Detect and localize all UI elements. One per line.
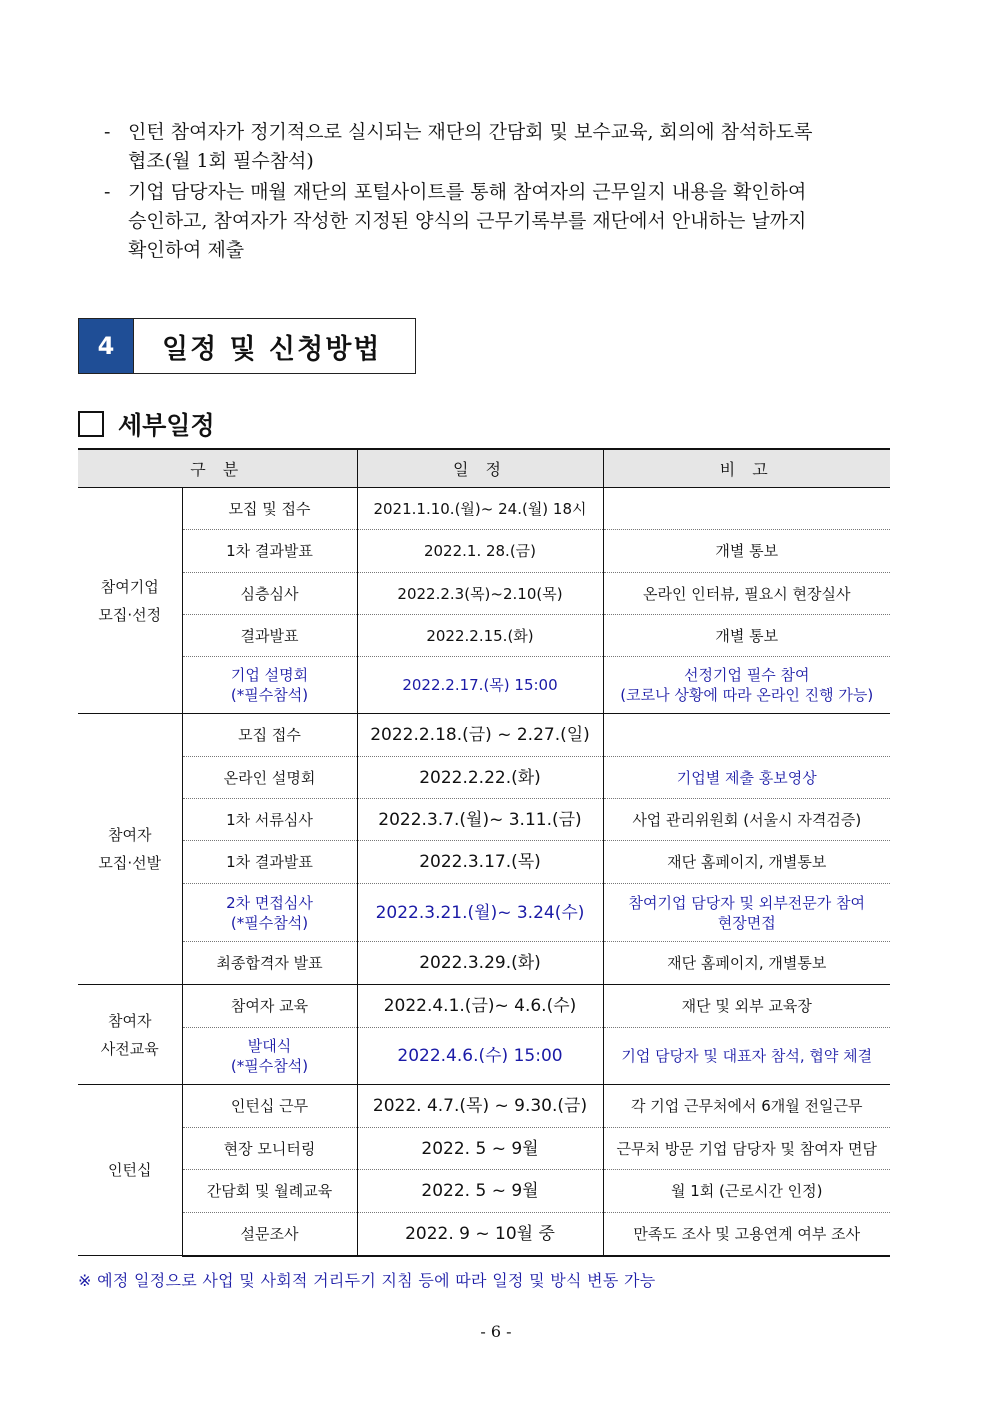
bullet-item (104, 118, 916, 176)
remarks-cell (603, 841, 890, 884)
schedule-table (78, 448, 890, 1257)
remarks-text: 재단 및 외부 교육장 (681, 997, 812, 1015)
table-row (78, 985, 890, 1028)
item-label: 온라인 설명회 (223, 768, 316, 787)
remarks-cell (603, 573, 890, 615)
table-row (78, 714, 890, 757)
table-row (78, 615, 890, 657)
item-label: 1차 결과발표 (226, 853, 313, 871)
sub-heading-text: 세부일정 (118, 411, 215, 440)
table-row (78, 799, 890, 841)
header-category: 구 분 (78, 449, 357, 488)
group-cell (78, 985, 182, 1085)
group-label: 참여자 (108, 1011, 152, 1030)
footnote: ※ 예정 일정으로 사업 및 사회적 거리두기 지침 등에 따라 일정 및 방식 변동 가능 (78, 1271, 656, 1290)
remarks-text: 기업 담당자 및 대표자 참석, 협약 체결 (621, 1047, 873, 1065)
item-cell (182, 530, 357, 573)
date-cell: 2022.2.18.(금) ~ 2.27.(일) (357, 714, 603, 757)
table-row (78, 757, 890, 799)
date-cell: 2022. 9 ~ 10월 중 (357, 1213, 603, 1256)
item-cell (182, 1213, 357, 1256)
group-label: 참여자 (108, 826, 152, 844)
remarks-cell (603, 942, 890, 985)
remarks-text: 재단 홈페이지, 개별통보 (667, 853, 827, 871)
item-label: 결과발표 (240, 626, 299, 645)
group-cell (78, 1085, 182, 1256)
bullet-line: 인턴 참여자가 정기적으로 실시되는 재단의 간담회 및 보수교육, 회의에 참석하도록 (128, 121, 813, 143)
section-number: 4 (79, 319, 134, 373)
item-label: 심층심사 (240, 584, 299, 603)
header-remarks: 비 고 (603, 449, 890, 488)
remarks-text: 월 1회 (근로시간 인정) (671, 1182, 823, 1200)
date-cell: 2022.3.29.(화) (357, 942, 603, 985)
table-row (78, 1028, 890, 1085)
group-cell (78, 714, 182, 985)
item-cell (182, 573, 357, 615)
item-cell (182, 1085, 357, 1128)
item-label: 발대식 (247, 1037, 292, 1055)
bullet-item (104, 178, 916, 265)
date-cell: 2022.2.17.(목) 15:00 (357, 657, 603, 714)
item-cell (182, 942, 357, 985)
remarks-cell (603, 714, 890, 757)
date-cell: 2022.4.6.(수) 15:00 (357, 1028, 603, 1085)
remarks-text: 사업 관리위원회 (서울시 자격검증) (632, 810, 862, 829)
bullet-line: 확인하여 제출 (128, 239, 245, 261)
item-label: 간담회 및 월례교육 (206, 1182, 333, 1200)
section-header (78, 318, 416, 374)
remarks-cell (603, 1085, 890, 1128)
remarks-text: 현장면접 (717, 913, 776, 932)
item-label: (*필수참석) (230, 1057, 309, 1075)
remarks-cell (603, 657, 890, 714)
item-cell (182, 841, 357, 884)
item-label: 기업 설명회 (230, 666, 309, 684)
item-label: 모집 접수 (238, 726, 301, 744)
table-row (78, 1170, 890, 1213)
date-cell: 2022.1. 28.(금) (357, 530, 603, 573)
table-row (78, 942, 890, 985)
table-row (78, 488, 890, 530)
remarks-cell (603, 884, 890, 942)
item-cell (182, 799, 357, 841)
date-cell: 2022.2.22.(화) (357, 757, 603, 799)
table-row (78, 1128, 890, 1170)
remarks-text: 개별 통보 (715, 626, 779, 645)
page-number: - 6 - (480, 1322, 512, 1341)
remarks-text: 온라인 인터뷰, 필요시 현장실사 (643, 584, 851, 603)
table-row (78, 573, 890, 615)
date-cell: 2022.2.15.(화) (357, 615, 603, 657)
item-label: 인턴십 근무 (230, 1097, 309, 1115)
group-label: 사전교육 (100, 1039, 159, 1058)
remarks-cell (603, 757, 890, 799)
item-label: 최종합격자 발표 (216, 954, 323, 972)
remarks-text: 참여기업 담당자 및 외부전문가 참여 (628, 893, 865, 912)
item-label: 1차 서류심사 (226, 810, 313, 829)
bullet-dash: - (104, 121, 111, 143)
table-row (78, 530, 890, 573)
remarks-text: 각 기업 근무처에서 6개월 전일근무 (631, 1097, 863, 1115)
item-cell (182, 1170, 357, 1213)
table-row (78, 1213, 890, 1256)
item-cell (182, 985, 357, 1028)
header-schedule: 일 정 (357, 449, 603, 488)
date-cell: 2022. 5 ~ 9월 (357, 1170, 603, 1213)
remarks-cell (603, 799, 890, 841)
table-row (78, 841, 890, 884)
date-cell: 2022. 4.7.(목) ~ 9.30.(금) (357, 1085, 603, 1128)
item-label: 2차 면접심사 (226, 893, 313, 912)
date-cell: 2022. 5 ~ 9월 (357, 1128, 603, 1170)
table-row (78, 657, 890, 714)
item-cell (182, 1028, 357, 1085)
remarks-cell (603, 1213, 890, 1256)
remarks-cell (603, 1028, 890, 1085)
bullet-dash: - (104, 181, 111, 203)
checkbox-icon (78, 411, 104, 437)
remarks-text: (코로나 상황에 따라 온라인 진행 가능) (620, 686, 874, 704)
item-cell (182, 757, 357, 799)
item-cell (182, 657, 357, 714)
item-cell (182, 488, 357, 530)
item-cell (182, 615, 357, 657)
date-cell: 2022.3.21.(월)~ 3.24(수) (357, 884, 603, 942)
remarks-text: 재단 홈페이지, 개별통보 (667, 954, 827, 972)
group-cell (78, 488, 182, 714)
remarks-cell (603, 615, 890, 657)
remarks-cell (603, 1128, 890, 1170)
group-label: 인턴십 (108, 1161, 152, 1179)
remarks-cell (603, 985, 890, 1028)
remarks-text: 개별 통보 (715, 542, 779, 560)
table-header-row (78, 449, 890, 488)
item-cell (182, 714, 357, 757)
item-label: 1차 결과발표 (226, 542, 313, 560)
bullet-line: 승인하고, 참여자가 작성한 지정된 양식의 근무기록부를 재단에서 안내하는 날까지 (128, 210, 807, 232)
date-cell: 2022.3.17.(목) (357, 841, 603, 884)
remarks-text: 만족도 조사 및 고용연계 여부 조사 (633, 1224, 861, 1243)
item-label: 현장 모니터링 (223, 1139, 316, 1158)
group-label: 참여기업 (100, 577, 159, 596)
sub-heading (78, 406, 215, 442)
table-row (78, 884, 890, 942)
bullet-list (104, 118, 916, 267)
section-title: 일정 및 신청방법 (162, 333, 382, 365)
group-label: 모집·선발 (98, 854, 162, 872)
remarks-cell (603, 1170, 890, 1213)
date-cell: 2022.2.3(목)~2.10(목) (357, 573, 603, 615)
item-cell (182, 1128, 357, 1170)
item-label: (*필수참석) (230, 913, 309, 932)
date-cell: 2022.4.1.(금)~ 4.6.(수) (357, 985, 603, 1028)
bullet-line: 기업 담당자는 매월 재단의 포털사이트를 통해 참여자의 근무일지 내용을 확인하여 (128, 181, 807, 203)
bullet-line: 협조(월 1회 필수참석) (128, 150, 314, 172)
remarks-cell (603, 530, 890, 573)
group-label: 모집·선정 (98, 605, 162, 624)
remarks-text: 기업별 제출 홍보영상 (676, 768, 817, 787)
item-label: 참여자 교육 (230, 997, 309, 1015)
date-cell: 2022.3.7.(월)~ 3.11.(금) (357, 799, 603, 841)
item-cell (182, 884, 357, 942)
table-row (78, 1085, 890, 1128)
item-label: 모집 및 접수 (228, 499, 311, 518)
remarks-cell (603, 488, 890, 530)
date-cell: 2021.1.10.(월)~ 24.(월) 18시 (357, 488, 603, 530)
remarks-text: 선정기업 필수 참여 (684, 666, 810, 684)
item-label: (*필수참석) (230, 686, 309, 704)
item-label: 설문조사 (240, 1224, 299, 1243)
remarks-text: 근무처 방문 기업 담당자 및 참여자 면담 (616, 1139, 877, 1158)
